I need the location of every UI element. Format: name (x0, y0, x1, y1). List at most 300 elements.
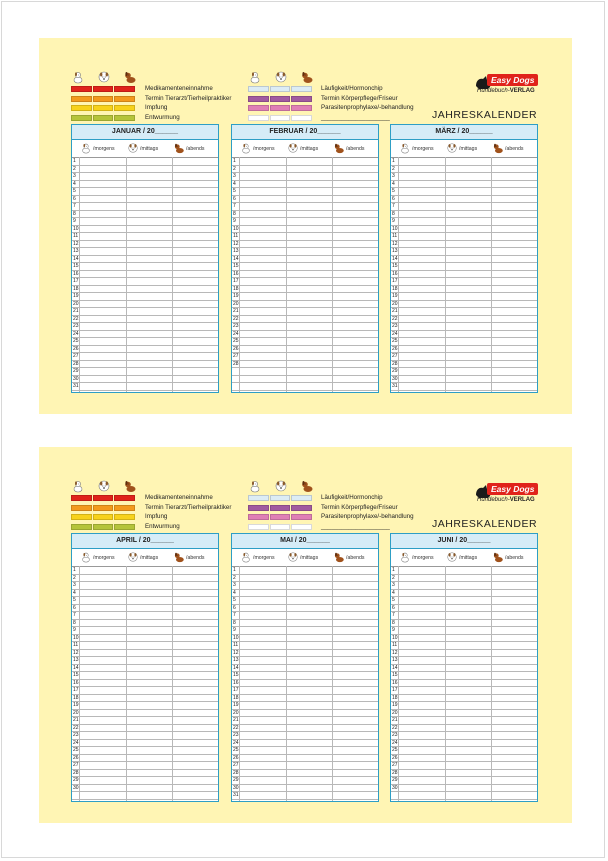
day-row[interactable] (391, 687, 537, 695)
day-row[interactable] (232, 353, 378, 361)
day-row[interactable] (232, 680, 378, 688)
day-row[interactable] (72, 376, 218, 384)
day-row[interactable] (391, 196, 537, 204)
day-number: 13 (233, 248, 239, 254)
day-number: 25 (73, 747, 79, 753)
day-row[interactable] (391, 361, 537, 369)
day-row[interactable] (72, 612, 218, 620)
day-row[interactable] (232, 762, 378, 770)
day-row[interactable] (391, 218, 537, 226)
legend-label: ____________________ (321, 522, 390, 530)
day-row[interactable] (72, 680, 218, 688)
column-header (446, 551, 477, 565)
column-divider (398, 566, 399, 801)
easy-dogs-logo (473, 481, 547, 511)
day-row[interactable] (391, 740, 537, 748)
day-row[interactable] (391, 278, 537, 286)
day-row[interactable] (72, 695, 218, 703)
day-row[interactable] (72, 263, 218, 271)
column-label: /morgens (412, 555, 434, 561)
day-row[interactable] (232, 368, 378, 376)
day-number: 4 (233, 180, 236, 187)
day-row[interactable] (72, 642, 218, 650)
day-row[interactable] (391, 762, 537, 770)
day-number: 18 (233, 285, 239, 292)
day-row[interactable] (72, 226, 218, 234)
day-number: 2 (73, 574, 76, 581)
day-row[interactable] (391, 792, 537, 800)
day-number: 29 (73, 368, 79, 374)
day-row[interactable] (232, 717, 378, 725)
column-header (240, 551, 275, 565)
day-row[interactable] (72, 248, 218, 256)
day-row[interactable] (232, 620, 378, 628)
day-rows (391, 567, 537, 800)
day-row[interactable] (391, 642, 537, 650)
day-row[interactable] (391, 575, 537, 583)
day-row[interactable] (232, 702, 378, 710)
day-number: 30 (73, 375, 79, 382)
day-row[interactable] (391, 211, 537, 219)
day-row[interactable] (391, 353, 537, 361)
day-number: 11 (73, 642, 79, 648)
day-row[interactable] (391, 188, 537, 196)
column-label: /morgens (253, 555, 275, 561)
day-number: 24 (73, 330, 79, 337)
day-number: 29 (392, 777, 398, 783)
day-row[interactable] (72, 710, 218, 718)
day-row[interactable] (232, 181, 378, 189)
day-row[interactable] (232, 166, 378, 174)
day-row[interactable] (72, 158, 218, 166)
day-row[interactable] (232, 755, 378, 763)
day-row[interactable] (232, 196, 378, 204)
pet-icons-row (248, 70, 314, 84)
day-row[interactable] (232, 383, 378, 391)
morning-dog-icon (240, 551, 253, 565)
day-row[interactable] (72, 286, 218, 294)
day-row[interactable] (72, 792, 218, 800)
day-number: 22 (392, 724, 398, 731)
day-row[interactable] (391, 657, 537, 665)
evening-dog-icon (173, 142, 186, 156)
day-row[interactable] (391, 346, 537, 354)
day-number: 21 (392, 308, 398, 314)
day-row[interactable] (72, 256, 218, 264)
day-number: 3 (233, 173, 236, 179)
day-row[interactable] (72, 338, 218, 346)
day-row[interactable] (232, 361, 378, 369)
day-row[interactable] (72, 196, 218, 204)
day-row[interactable] (232, 263, 378, 271)
morning-dog-icon (71, 70, 85, 84)
day-row[interactable] (232, 665, 378, 673)
legend-label: Termin Tierarzt/Tierheilpraktiker (145, 503, 232, 511)
morning-dog-icon (399, 142, 412, 156)
day-row[interactable] (232, 672, 378, 680)
day-number: 26 (233, 754, 239, 761)
day-number: 22 (233, 724, 239, 731)
day-row[interactable] (391, 383, 537, 391)
day-row[interactable] (232, 203, 378, 211)
column-header (399, 551, 434, 565)
month-title: MAI / 20______ (232, 534, 378, 549)
day-number: 7 (392, 203, 395, 209)
morning-dog-icon (399, 551, 412, 565)
day-row[interactable] (232, 278, 378, 286)
day-row[interactable] (72, 747, 218, 755)
noon-dog-icon (274, 70, 288, 84)
day-row[interactable] (232, 271, 378, 279)
day-row[interactable] (72, 597, 218, 605)
day-row[interactable] (232, 293, 378, 301)
day-row[interactable] (232, 605, 378, 613)
logo-subtitle (477, 497, 535, 503)
day-row[interactable] (232, 785, 378, 793)
day-row[interactable] (391, 747, 537, 755)
day-number: 12 (392, 649, 398, 656)
calendar-sheet-1 (39, 38, 572, 414)
day-number: 20 (233, 709, 239, 716)
day-row[interactable] (391, 233, 537, 241)
day-row[interactable] (72, 672, 218, 680)
day-row[interactable] (72, 740, 218, 748)
day-row[interactable] (72, 762, 218, 770)
morning-dog-icon (248, 70, 262, 84)
day-row[interactable] (391, 650, 537, 658)
day-row[interactable] (391, 672, 537, 680)
day-row[interactable] (232, 590, 378, 598)
day-row[interactable] (72, 777, 218, 785)
day-row[interactable] (232, 376, 378, 384)
day-row[interactable] (232, 650, 378, 658)
noon-dog-icon (446, 142, 459, 156)
day-number: 28 (392, 360, 398, 367)
day-row[interactable] (391, 710, 537, 718)
day-row[interactable] (72, 627, 218, 635)
day-number: 30 (73, 784, 79, 791)
legend-label: Termin Tierarzt/Tierheilpraktiker (145, 94, 232, 102)
day-row[interactable] (232, 732, 378, 740)
day-row[interactable] (232, 747, 378, 755)
day-row[interactable] (391, 368, 537, 376)
day-row[interactable] (72, 301, 218, 309)
day-row[interactable] (72, 687, 218, 695)
day-number: 26 (392, 754, 398, 761)
day-row[interactable] (72, 293, 218, 301)
day-row[interactable] (391, 323, 537, 331)
day-row[interactable] (72, 203, 218, 211)
day-row[interactable] (232, 597, 378, 605)
day-row[interactable] (232, 710, 378, 718)
day-row[interactable] (72, 732, 218, 740)
month-table (231, 124, 379, 393)
day-row[interactable] (72, 650, 218, 658)
day-number: 1 (233, 158, 236, 164)
day-row[interactable] (72, 717, 218, 725)
day-row[interactable] (391, 173, 537, 181)
day-row[interactable] (232, 567, 378, 575)
day-row[interactable] (72, 755, 218, 763)
day-row[interactable] (232, 233, 378, 241)
day-row[interactable] (391, 166, 537, 174)
day-row[interactable] (232, 331, 378, 339)
column-divider (398, 157, 399, 392)
day-row[interactable] (232, 248, 378, 256)
day-number: 14 (233, 255, 239, 262)
day-rows (391, 158, 537, 391)
column-divider (286, 566, 287, 801)
day-row[interactable] (391, 732, 537, 740)
day-row[interactable] (72, 361, 218, 369)
day-row[interactable] (391, 717, 537, 725)
day-number: 9 (73, 627, 76, 633)
day-row[interactable] (391, 181, 537, 189)
day-number: 10 (392, 634, 398, 641)
day-row[interactable] (232, 777, 378, 785)
day-row[interactable] (391, 286, 537, 294)
day-number: 2 (233, 165, 236, 172)
column-label: /abends (186, 146, 205, 152)
day-row[interactable] (391, 308, 537, 316)
day-row[interactable] (72, 368, 218, 376)
day-row[interactable] (72, 702, 218, 710)
day-row[interactable] (391, 725, 537, 733)
day-number: 17 (233, 687, 239, 693)
day-row[interactable] (72, 770, 218, 778)
day-row[interactable] (391, 158, 537, 166)
year-title: JAHRESKALENDER (432, 109, 538, 121)
column-label: /morgens (93, 146, 115, 152)
day-row[interactable] (391, 612, 537, 620)
noon-dog-icon (446, 551, 459, 565)
day-row[interactable] (232, 158, 378, 166)
day-row[interactable] (232, 770, 378, 778)
day-row[interactable] (72, 567, 218, 575)
day-row[interactable] (391, 635, 537, 643)
day-number: 4 (73, 589, 76, 596)
day-number: 11 (73, 233, 79, 239)
column-header (173, 551, 204, 565)
day-row[interactable] (72, 657, 218, 665)
day-row[interactable] (232, 582, 378, 590)
day-row[interactable] (232, 575, 378, 583)
day-row[interactable] (72, 353, 218, 361)
day-row[interactable] (391, 605, 537, 613)
day-row[interactable] (72, 665, 218, 673)
day-row[interactable] (72, 635, 218, 643)
day-row[interactable] (391, 263, 537, 271)
day-row[interactable] (232, 687, 378, 695)
logo-sub-left: Hundebuch- (477, 497, 510, 503)
logo-subtitle (477, 88, 535, 94)
evening-dog-icon (123, 70, 137, 84)
day-row[interactable] (72, 785, 218, 793)
column-label: /abends (346, 146, 365, 152)
day-row[interactable] (232, 338, 378, 346)
day-row[interactable] (72, 241, 218, 249)
day-row[interactable] (232, 627, 378, 635)
day-row[interactable] (391, 597, 537, 605)
day-number: 19 (392, 293, 398, 299)
day-row[interactable] (232, 695, 378, 703)
day-number: 23 (73, 732, 79, 738)
day-number: 31 (392, 383, 398, 389)
day-row[interactable] (391, 271, 537, 279)
day-row[interactable] (72, 383, 218, 391)
day-number: 18 (392, 285, 398, 292)
day-number: 10 (73, 634, 79, 641)
day-row[interactable] (391, 256, 537, 264)
month-table (231, 533, 379, 802)
column-divider (126, 566, 127, 801)
day-row[interactable] (72, 316, 218, 324)
day-row[interactable] (391, 567, 537, 575)
day-row[interactable] (72, 271, 218, 279)
day-number: 16 (392, 679, 398, 686)
day-row[interactable] (391, 376, 537, 384)
day-row[interactable] (391, 316, 537, 324)
day-number: 7 (73, 612, 76, 618)
day-number: 14 (73, 664, 79, 671)
day-row[interactable] (232, 792, 378, 800)
column-divider (79, 157, 80, 392)
day-number: 12 (233, 649, 239, 656)
day-row[interactable] (72, 605, 218, 613)
day-number: 8 (233, 619, 236, 626)
day-row[interactable] (72, 211, 218, 219)
day-row[interactable] (72, 233, 218, 241)
day-row[interactable] (391, 665, 537, 673)
column-header (240, 142, 275, 156)
noon-dog-icon (287, 551, 300, 565)
day-row[interactable] (232, 316, 378, 324)
noon-dog-icon (287, 142, 300, 156)
column-header (80, 551, 115, 565)
column-header (287, 142, 318, 156)
day-row[interactable] (72, 308, 218, 316)
day-row[interactable] (72, 582, 218, 590)
day-row[interactable] (391, 680, 537, 688)
day-row[interactable] (72, 575, 218, 583)
day-row[interactable] (232, 642, 378, 650)
day-row[interactable] (232, 323, 378, 331)
day-row[interactable] (391, 702, 537, 710)
day-row[interactable] (391, 770, 537, 778)
day-row[interactable] (391, 590, 537, 598)
day-number: 15 (392, 263, 398, 269)
day-number: 20 (73, 300, 79, 307)
day-row[interactable] (391, 241, 537, 249)
day-number: 20 (233, 300, 239, 307)
day-row[interactable] (391, 785, 537, 793)
legend-swatch (248, 524, 312, 530)
day-row[interactable] (391, 755, 537, 763)
day-number: 20 (73, 709, 79, 716)
legend-swatch (248, 514, 312, 520)
day-row[interactable] (232, 173, 378, 181)
pet-icons-row (71, 479, 137, 493)
day-row[interactable] (232, 612, 378, 620)
column-divider (79, 566, 80, 801)
day-row[interactable] (72, 346, 218, 354)
day-row[interactable] (232, 301, 378, 309)
day-row[interactable] (232, 241, 378, 249)
day-number: 25 (233, 747, 239, 753)
day-number: 14 (233, 664, 239, 671)
evening-dog-icon (333, 551, 346, 565)
day-row[interactable] (391, 293, 537, 301)
day-number: 17 (73, 687, 79, 693)
day-number: 5 (233, 188, 236, 194)
day-number: 7 (233, 612, 236, 618)
day-row[interactable] (72, 166, 218, 174)
day-row[interactable] (72, 323, 218, 331)
day-row[interactable] (72, 218, 218, 226)
day-row[interactable] (391, 620, 537, 628)
day-row[interactable] (72, 725, 218, 733)
day-row[interactable] (232, 286, 378, 294)
day-row[interactable] (232, 346, 378, 354)
day-number: 17 (73, 278, 79, 284)
day-row[interactable] (232, 256, 378, 264)
day-row[interactable] (391, 582, 537, 590)
day-number: 2 (392, 165, 395, 172)
day-number: 27 (73, 762, 79, 768)
day-row[interactable] (391, 777, 537, 785)
legend-swatch (248, 96, 312, 102)
day-row[interactable] (72, 590, 218, 598)
day-row[interactable] (391, 203, 537, 211)
day-row[interactable] (232, 188, 378, 196)
day-row[interactable] (72, 173, 218, 181)
day-row[interactable] (72, 278, 218, 286)
day-row[interactable] (391, 301, 537, 309)
day-row[interactable] (391, 331, 537, 339)
day-number: 2 (233, 574, 236, 581)
day-row[interactable] (232, 740, 378, 748)
day-row[interactable] (232, 657, 378, 665)
day-row[interactable] (391, 248, 537, 256)
day-row[interactable] (391, 695, 537, 703)
day-row[interactable] (232, 635, 378, 643)
day-number: 24 (233, 739, 239, 746)
day-number: 2 (392, 574, 395, 581)
day-row[interactable] (232, 211, 378, 219)
column-header (333, 551, 364, 565)
day-row[interactable] (72, 188, 218, 196)
month-title: FEBRUAR / 20______ (232, 125, 378, 140)
day-number: 3 (73, 582, 76, 588)
day-row[interactable] (232, 725, 378, 733)
day-number: 9 (233, 627, 236, 633)
column-header (80, 142, 115, 156)
logo-brand: Easy Dogs (487, 483, 538, 495)
day-row[interactable] (232, 226, 378, 234)
legend-swatch (248, 86, 312, 92)
day-row[interactable] (232, 308, 378, 316)
day-row[interactable] (72, 181, 218, 189)
day-number: 6 (73, 195, 76, 202)
month-table (71, 124, 219, 393)
day-row[interactable] (391, 226, 537, 234)
day-row[interactable] (72, 620, 218, 628)
day-row[interactable] (72, 331, 218, 339)
day-row[interactable] (391, 338, 537, 346)
column-divider (239, 566, 240, 801)
day-row[interactable] (391, 627, 537, 635)
day-row[interactable] (232, 218, 378, 226)
